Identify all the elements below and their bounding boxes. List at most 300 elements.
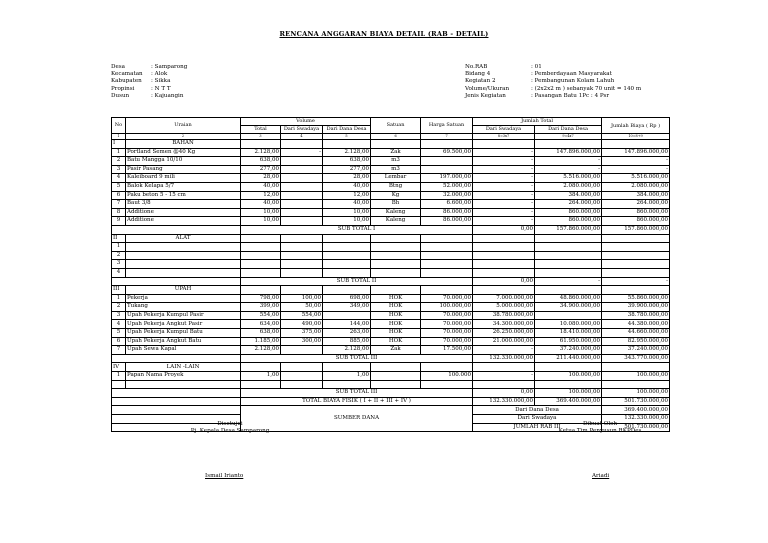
table-cell: 10.080.000,00	[535, 320, 602, 329]
table-cell: 55.860.000,00	[602, 294, 670, 303]
info-right	[465, 64, 641, 100]
table-cell: 100.000,00	[535, 372, 602, 381]
subtotal-value: 0,00	[473, 277, 535, 286]
subtotal-value: 343.770.000,00	[602, 354, 670, 363]
table-cell: 70.000,00	[421, 311, 473, 320]
section-empty-cell	[371, 286, 421, 295]
section-empty-cell	[241, 363, 281, 372]
table-cell: HOK	[371, 294, 421, 303]
table-cell: 28,00	[241, 174, 281, 183]
table-cell	[281, 260, 323, 269]
table-cell	[126, 243, 241, 252]
table-cell: 40,00	[241, 182, 281, 191]
table-cell: 52.000,00	[421, 182, 473, 191]
table-cell: Additione	[126, 217, 241, 226]
table-cell: 634,00	[241, 320, 281, 329]
table-cell: 264.000,00	[535, 200, 602, 209]
table-cell: 2.128,00	[241, 148, 281, 157]
header-harga: Harga Satuan	[421, 118, 473, 134]
table-cell: Batu Mangga 10/10	[126, 157, 241, 166]
section-empty-cell	[535, 234, 602, 243]
table-cell: 4	[112, 174, 126, 183]
table-cell: 5.516.000,00	[602, 174, 670, 183]
header-dari-swadaya: Dari Swadaya	[281, 126, 323, 134]
sumber-item-label: Dari Dana Desa	[473, 406, 602, 415]
table-cell: 28,00	[323, 174, 371, 183]
subtotal-value: -	[535, 277, 602, 286]
table-row	[112, 303, 670, 312]
table-row	[112, 165, 670, 174]
table-cell: 18.410.000,00	[535, 329, 602, 338]
table-cell: 61.950.000,00	[535, 337, 602, 346]
section-empty-cell	[473, 140, 535, 149]
info-left	[111, 64, 187, 100]
table-cell: Btng	[371, 182, 421, 191]
table-cell: Portland Semen @40 Kg	[126, 148, 241, 157]
table-cell	[126, 260, 241, 269]
table-cell: 100,00	[281, 294, 323, 303]
section-empty-cell	[535, 286, 602, 295]
section-empty-cell	[473, 234, 535, 243]
table-cell: 860.000,00	[535, 217, 602, 226]
table-cell	[371, 243, 421, 252]
table-row	[112, 251, 670, 260]
table-cell: -	[473, 182, 535, 191]
table-cell: -	[535, 157, 602, 166]
table-cell: Paku beton 5 - 15 cm	[126, 191, 241, 200]
table-cell	[535, 243, 602, 252]
section-empty-cell	[371, 140, 421, 149]
table-cell: 32.000,00	[421, 191, 473, 200]
table-row	[112, 182, 670, 191]
total-value: 501.730.000,00	[602, 397, 670, 406]
table-cell: 50,00	[281, 303, 323, 312]
table-cell: 349,00	[323, 303, 371, 312]
table-cell: 263,00	[323, 329, 371, 338]
total-value: 132.330.000,00	[473, 397, 535, 406]
table-cell: -	[473, 191, 535, 200]
table-cell: 1	[112, 372, 126, 381]
table-row	[112, 346, 670, 355]
table-cell	[323, 251, 371, 260]
header-index: 8=3x7	[473, 134, 535, 140]
table-cell: 798,00	[241, 294, 281, 303]
table-row	[112, 243, 670, 252]
section-empty-cell	[473, 286, 535, 295]
table-cell: 264.000,00	[602, 200, 670, 209]
section-empty-cell	[281, 363, 323, 372]
info-row	[465, 78, 641, 85]
table-cell: m3	[371, 157, 421, 166]
signature-left-line2: Pj. Kepala Desa Samparong	[190, 428, 270, 435]
table-cell: 554,00	[241, 311, 281, 320]
table-cell: 10,00	[323, 208, 371, 217]
table-cell: 10,00	[323, 217, 371, 226]
table-cell	[535, 260, 602, 269]
info-value: : (2x2x2 m ) sebanyak 70 unit = 140 m	[531, 85, 642, 92]
table-row	[112, 148, 670, 157]
subtotal-value: 157.860.000,00	[602, 225, 670, 234]
table-cell: 860.000,00	[602, 208, 670, 217]
table-cell: 860.000,00	[535, 208, 602, 217]
section-empty-cell	[421, 286, 473, 295]
header-dari-dana-desa: Dari Dana Desa	[323, 126, 371, 134]
signature-right-line1: Dibuat Oleh	[582, 421, 618, 427]
table-cell: 100.000,00	[421, 303, 473, 312]
section-empty-cell	[602, 286, 670, 295]
table-cell	[323, 260, 371, 269]
table-cell: 9	[112, 217, 126, 226]
table-cell: Tukang	[126, 303, 241, 312]
table-cell	[323, 268, 371, 277]
section-empty-cell	[421, 234, 473, 243]
table-cell: 2	[112, 157, 126, 166]
table-cell	[473, 243, 535, 252]
table-cell: -	[473, 200, 535, 209]
table-cell: 82.950.000,00	[602, 337, 670, 346]
spacer-cell	[241, 380, 281, 389]
table-cell: 70.000,00	[421, 294, 473, 303]
signature-right-line2: Ketua Tim Penyusun RKPDes	[558, 428, 642, 435]
subtotal-label: SUB TOTAL I	[241, 225, 473, 234]
section-empty-cell	[241, 286, 281, 295]
section-empty-cell	[473, 363, 535, 372]
table-cell	[421, 243, 473, 252]
total-value: 369.400.000,00	[535, 397, 602, 406]
section-empty-cell	[535, 140, 602, 149]
table-cell: 197.000,00	[421, 174, 473, 183]
table-cell: Upah Sewa Kapal	[126, 346, 241, 355]
table-cell: 277,00	[323, 165, 371, 174]
table-cell: 1,00	[323, 372, 371, 381]
header-index: 4	[281, 134, 323, 140]
table-cell: 69.500,00	[421, 148, 473, 157]
table-cell	[281, 372, 323, 381]
table-cell: 1,00	[241, 372, 281, 381]
table-cell: Bh	[371, 200, 421, 209]
info-value: : Pembangunan Kolam Lahuh	[531, 78, 615, 85]
table-cell: 34.300.000,00	[473, 320, 535, 329]
sumber-item-label: JUMLAH RAB III	[473, 423, 602, 432]
table-cell: 3	[112, 311, 126, 320]
table-cell	[421, 268, 473, 277]
spacer-cell	[323, 380, 371, 389]
section-empty-cell	[241, 140, 281, 149]
table-cell	[241, 251, 281, 260]
table-cell: 7	[112, 200, 126, 209]
table-row	[112, 329, 670, 338]
table-cell	[421, 157, 473, 166]
info-label: Bidang 4	[465, 71, 491, 78]
section-empty-cell	[323, 363, 371, 372]
section-name: LAIN -LAIN	[126, 363, 241, 372]
table-cell: -	[535, 165, 602, 174]
section-empty-cell	[323, 234, 371, 243]
table-cell: 37.240.000,00	[602, 346, 670, 355]
table-cell: 44.380.000,00	[602, 320, 670, 329]
table-cell: 147.896.000,00	[602, 148, 670, 157]
table-cell	[126, 268, 241, 277]
spacer-cell	[602, 380, 670, 389]
table-cell: Pekerja	[126, 294, 241, 303]
section-empty-cell	[421, 363, 473, 372]
section-empty-cell	[371, 363, 421, 372]
table-cell: 8	[112, 208, 126, 217]
table-cell: Kaleiboard 9 mili	[126, 174, 241, 183]
table-cell: 48.860.000,00	[535, 294, 602, 303]
section-empty-cell	[323, 140, 371, 149]
header-satuan: Satuan	[371, 118, 421, 134]
table-cell: 638,00	[241, 157, 281, 166]
header-index: 3	[241, 134, 281, 140]
header-index: 5	[323, 134, 371, 140]
header-jt-swadaya: Dari Swadaya	[473, 126, 535, 134]
header-index: 7	[421, 134, 473, 140]
table-cell: 144,00	[323, 320, 371, 329]
section-name: ALAT	[126, 234, 241, 243]
header-index: 9=4x7	[535, 134, 602, 140]
spacer-cell	[371, 380, 421, 389]
subtotal-value: 211.440.000,00	[535, 354, 602, 363]
sumber-item-value: 132.330.000,00	[602, 415, 670, 424]
summary-subtotal-value: 100.000,00	[535, 389, 602, 398]
section-code: IV	[112, 363, 126, 372]
table-row	[112, 174, 670, 183]
table-cell	[241, 243, 281, 252]
table-cell	[473, 260, 535, 269]
table-cell	[281, 174, 323, 183]
subtotal-row	[112, 225, 670, 234]
table-row	[112, 208, 670, 217]
info-label: Propinsi	[111, 85, 135, 92]
info-label: Jenis Kegiatan	[465, 92, 506, 99]
table-row	[112, 294, 670, 303]
table-cell: Upah Pekerja Angkut Pasir	[126, 320, 241, 329]
info-row	[465, 64, 641, 71]
sumber-item-value: 501.730.000,00	[602, 423, 670, 432]
table-cell: 34.900.000,00	[535, 303, 602, 312]
spacer-cell	[421, 380, 473, 389]
sumber-blank	[112, 406, 241, 415]
info-label: Volume/Ukuran	[465, 85, 510, 92]
table-cell: 4	[112, 320, 126, 329]
subtotal-value: -	[602, 277, 670, 286]
table-cell	[421, 165, 473, 174]
info-row	[465, 86, 641, 93]
table-cell	[535, 251, 602, 260]
table-cell: 2.128,00	[323, 148, 371, 157]
info-row	[111, 93, 187, 100]
table-cell: 44.660.000,00	[602, 329, 670, 338]
table-cell: -	[602, 157, 670, 166]
table-cell	[281, 157, 323, 166]
table-cell: -	[473, 157, 535, 166]
table-cell: Kg	[371, 191, 421, 200]
table-cell: HOK	[371, 329, 421, 338]
table-cell	[602, 243, 670, 252]
table-cell: 399,00	[241, 303, 281, 312]
table-cell: 70.000,00	[421, 329, 473, 338]
header-no: No	[112, 118, 126, 134]
table-cell	[323, 243, 371, 252]
header-total: Total	[241, 126, 281, 134]
table-row	[112, 372, 670, 381]
table-cell: 4	[112, 268, 126, 277]
summary-blank	[112, 389, 241, 398]
table-row	[112, 157, 670, 166]
table-cell	[281, 182, 323, 191]
table-cell: 1	[112, 243, 126, 252]
info-value: : 01	[531, 64, 542, 70]
table-cell: Additione	[126, 208, 241, 217]
table-row	[112, 337, 670, 346]
section-empty-cell	[241, 234, 281, 243]
info-label: Dusun	[111, 92, 130, 99]
subtotal-blank	[112, 225, 241, 234]
subtotal-blank	[112, 277, 241, 286]
table-cell: 86.000,00	[421, 217, 473, 226]
table-cell: 40,00	[323, 200, 371, 209]
table-cell: 40,00	[241, 200, 281, 209]
header-volume: Volume	[241, 118, 371, 126]
section-header-row	[112, 234, 670, 243]
table-cell: Papan Nama Proyek	[126, 372, 241, 381]
section-code: I	[112, 140, 126, 149]
table-row	[112, 200, 670, 209]
table-cell: HOK	[371, 320, 421, 329]
table-cell: 490,00	[281, 320, 323, 329]
table-cell: 1	[112, 148, 126, 157]
subtotal-label: SUB TOTAL II	[241, 277, 473, 286]
table-cell	[281, 251, 323, 260]
table-cell	[371, 260, 421, 269]
section-empty-cell	[371, 234, 421, 243]
table-cell: 86.000,00	[421, 208, 473, 217]
table-cell: 2	[112, 251, 126, 260]
table-cell: Lembar	[371, 174, 421, 183]
table-cell: 698,00	[323, 294, 371, 303]
table-cell: 70.000,00	[421, 337, 473, 346]
header-uraian: Uraian	[126, 118, 241, 134]
table-cell: 2.128,00	[241, 346, 281, 355]
table-cell: Zak	[371, 148, 421, 157]
spacer-cell	[535, 380, 602, 389]
table-cell	[371, 268, 421, 277]
signature-left-line1: Disetujui	[217, 421, 243, 427]
table-cell: 5	[112, 182, 126, 191]
section-code: III	[112, 286, 126, 295]
table-cell	[281, 208, 323, 217]
table-cell	[473, 251, 535, 260]
sumber-item-label: Dari Swadaya	[473, 415, 602, 424]
summary-subtotal-row	[112, 389, 670, 398]
info-value: : N T T	[151, 85, 171, 92]
table-cell: Baut 3/8	[126, 200, 241, 209]
table-cell	[473, 268, 535, 277]
table-cell: 7.000.000,00	[473, 294, 535, 303]
table-cell: Zak	[371, 346, 421, 355]
table-cell: 100.000	[421, 372, 473, 381]
subtotal-blank	[112, 354, 241, 363]
info-label: No.RAB	[465, 64, 488, 70]
header-jumlah-total: Jumlah Total	[473, 118, 602, 126]
subtotal-row	[112, 354, 670, 363]
table-cell: 40,00	[323, 182, 371, 191]
table-cell: Upah Pekerja Angkut Batu	[126, 337, 241, 346]
subtotal-label: SUB TOTAL III	[241, 354, 473, 363]
signature-left	[160, 421, 300, 435]
info-row	[465, 93, 641, 100]
info-value: : Alok	[151, 71, 168, 78]
signature-left-name: Ismail Irianto	[205, 473, 244, 479]
section-empty-cell	[421, 140, 473, 149]
table-cell: 147.896.000,00	[535, 148, 602, 157]
section-name: UPAH	[126, 286, 241, 295]
table-cell	[421, 260, 473, 269]
section-empty-cell	[602, 234, 670, 243]
table-cell: 554,00	[281, 311, 323, 320]
summary-subtotal-value: 100.000,00	[602, 389, 670, 398]
header-jt-dana-desa: Dari Dana Desa	[535, 126, 602, 134]
info-value: : Samparong	[151, 64, 188, 70]
table-cell: 384.000,00	[602, 191, 670, 200]
table-cell: 6	[112, 337, 126, 346]
table-cell: Balok Kelapa 5/7	[126, 182, 241, 191]
table-row	[112, 320, 670, 329]
spacer-row	[112, 380, 670, 389]
table-cell: 37.240.000,00	[535, 346, 602, 355]
table-cell	[281, 217, 323, 226]
table-cell	[281, 268, 323, 277]
table-cell	[602, 268, 670, 277]
table-cell: 5	[112, 329, 126, 338]
header-index: 6	[371, 134, 421, 140]
table-cell	[602, 251, 670, 260]
sumber-item-value: 369.400.000,00	[602, 406, 670, 415]
table-cell: 5.516.000,00	[535, 174, 602, 183]
info-label: Kabupaten	[111, 78, 142, 85]
table-cell: HOK	[371, 337, 421, 346]
table-cell: Upah Pekerja Kumpul Batu	[126, 329, 241, 338]
table-cell: 10,00	[241, 208, 281, 217]
table-cell: Upah Pekerja Kumpul Pasir	[126, 311, 241, 320]
table-cell: 3	[112, 260, 126, 269]
table-cell	[241, 260, 281, 269]
table-cell: 38.780.000,00	[602, 311, 670, 320]
table-cell: -	[473, 174, 535, 183]
subtotal-value: 157.860.000,00	[535, 225, 602, 234]
info-row	[465, 71, 641, 78]
table-cell: 12,00	[241, 191, 281, 200]
table-cell: 39.900.000,00	[602, 303, 670, 312]
table-cell: 1.185,00	[241, 337, 281, 346]
table-cell	[281, 191, 323, 200]
table-cell: 10,00	[241, 217, 281, 226]
spacer-cell	[473, 380, 535, 389]
table-cell	[281, 243, 323, 252]
section-empty-cell	[602, 363, 670, 372]
info-value: : Pemberdayaan Masyarakat	[531, 71, 612, 78]
section-header-row	[112, 363, 670, 372]
table-row	[112, 217, 670, 226]
table-cell: 100.000,00	[602, 372, 670, 381]
table-cell: 12,00	[323, 191, 371, 200]
subtotal-row	[112, 277, 670, 286]
table-cell: 3	[112, 165, 126, 174]
spacer-cell	[112, 380, 126, 389]
table-cell: HOK	[371, 303, 421, 312]
total-label: TOTAL BIAYA FISIK ( I + II + III + IV )	[241, 397, 473, 406]
